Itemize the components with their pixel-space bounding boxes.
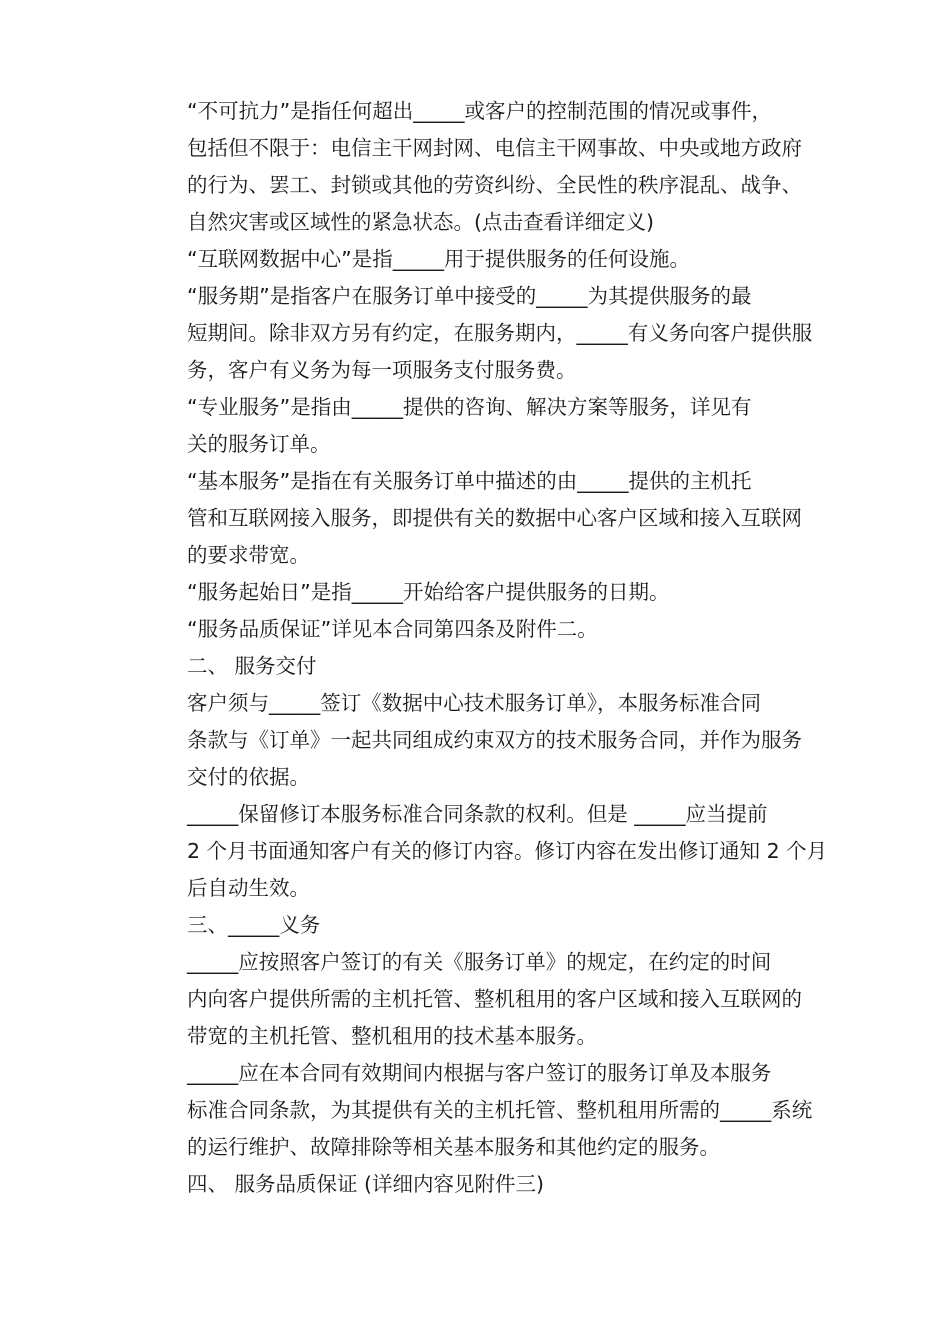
document-body	[144, 93, 834, 1203]
text-line: _____应在本合同有效期间内根据与客户签订的服务订单及本服务	[187, 1061, 772, 1085]
text-line: 短期间。除非双方另有约定，在服务期内，_____有义务向客户提供服	[187, 321, 813, 345]
text-line: “不可抗力”是指任何超出_____或客户的控制范围的情况或事件，	[187, 99, 772, 123]
text-line: 四、 服务品质保证 (详细内容见附件三)	[187, 1172, 545, 1196]
body-paragraph	[144, 278, 834, 389]
text-line: 条款与《订单》一起共同组成约束双方的技术服务合同，并作为服务	[187, 728, 802, 752]
text-line: “专业服务”是指由_____提供的咨询、解决方案等服务，详见有	[187, 395, 752, 419]
text-line: 管和互联网接入服务，即提供有关的数据中心客户区域和接入互联网	[187, 506, 802, 530]
body-paragraph	[144, 389, 834, 463]
text-line: 带宽的主机托管、整机租用的技术基本服务。	[187, 1024, 597, 1048]
text-line: 二、 服务交付	[187, 654, 317, 678]
text-line: _____应按照客户签订的有关《服务订单》的规定，在约定的时间	[187, 950, 772, 974]
body-paragraph	[144, 796, 834, 907]
section-heading	[144, 1166, 834, 1203]
text-line: 2 个月书面通知客户有关的修订内容。修订内容在发出修订通知 2 个月	[187, 839, 828, 863]
text-line: 交付的依据。	[187, 765, 310, 789]
text-line: “服务起始日”是指_____开始给客户提供服务的日期。	[187, 580, 670, 604]
text-line: 客户须与_____签订《数据中心技术服务订单》，本服务标准合同	[187, 691, 761, 715]
text-line: 标准合同条款，为其提供有关的主机托管、整机租用所需的_____系统	[187, 1098, 813, 1122]
text-line: 三、_____义务	[187, 913, 321, 937]
text-line: 务，客户有义务为每一项服务支付服务费。	[187, 358, 577, 382]
body-paragraph	[144, 944, 834, 1055]
text-line: “基本服务”是指在有关服务订单中描述的由_____提供的主机托	[187, 469, 752, 493]
text-line: “互联网数据中心”是指_____用于提供服务的任何设施。	[187, 247, 690, 271]
body-paragraph	[144, 685, 834, 796]
body-paragraph	[144, 1055, 834, 1166]
text-line: 关的服务订单。	[187, 432, 331, 456]
body-paragraph	[144, 241, 834, 278]
text-line: 包括但不限于：电信主干网封网、电信主干网事故、中央或地方政府	[187, 136, 802, 160]
text-line: 的行为、罢工、封锁或其他的劳资纠纷、全民性的秩序混乱、战争、	[187, 173, 802, 197]
text-line: _____保留修订本服务标准合同条款的权利。但是 _____应当提前	[187, 802, 768, 826]
section-heading	[144, 648, 834, 685]
section-heading	[144, 907, 834, 944]
body-paragraph	[144, 93, 834, 241]
text-line: 的运行维护、故障排除等相关基本服务和其他约定的服务。	[187, 1135, 720, 1159]
text-line: 后自动生效。	[187, 876, 310, 900]
text-line: 的要求带宽。	[187, 543, 310, 567]
text-line: 自然灾害或区域性的紧急状态。(点击查看详细定义)	[187, 210, 654, 234]
text-line: 内向客户提供所需的主机托管、整机租用的客户区域和接入互联网的	[187, 987, 802, 1011]
body-paragraph	[144, 574, 834, 611]
text-line: “服务期”是指客户在服务订单中接受的_____为其提供服务的最	[187, 284, 752, 308]
text-line: “服务品质保证”详见本合同第四条及附件二。	[187, 617, 598, 641]
body-paragraph	[144, 463, 834, 574]
body-paragraph	[144, 611, 834, 648]
